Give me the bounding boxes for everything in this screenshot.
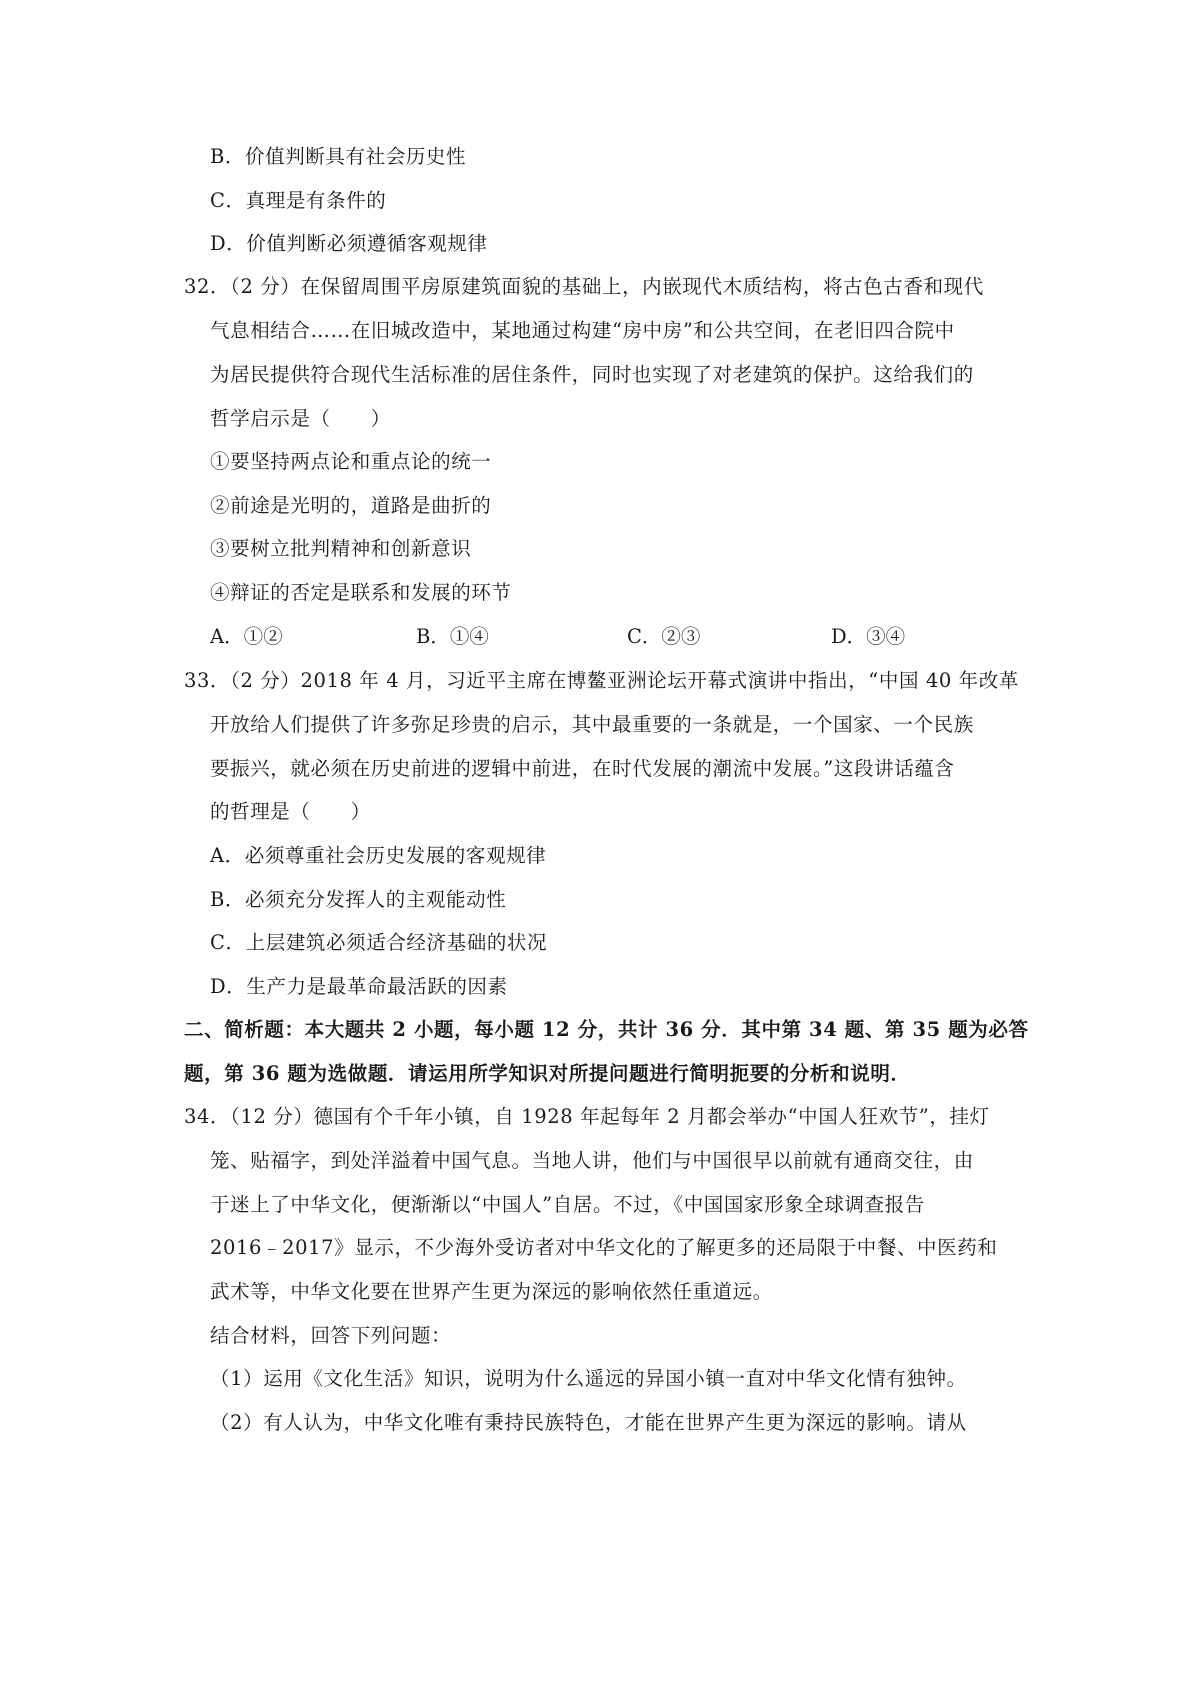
q32-item: ②前途是光明的，道路是曲折的 (210, 494, 492, 517)
q34-stem-line: 34．（12 分）德国有个千年小镇，自 1928 年起每年 2 月都会举办“中国人狂欢节”，挂灯 (184, 1105, 990, 1128)
q34-subquestion-2: （2）有人认为，中华文化唯有秉持民族特色，才能在世界产生更为深远的影响。请从 (210, 1411, 967, 1434)
q33-stem-line: 33．（2 分）2018 年 4 月，习近平主席在博鳌亚洲论坛开幕式演讲中指出，“中国 40 年改革 (184, 669, 1019, 692)
q33-option-a: A．必须尊重社会历史发展的客观规律 (210, 844, 547, 867)
q32-choice-d: D．③④ (831, 625, 906, 648)
q31-option-b: B．价值判断具有社会历史性 (210, 145, 467, 168)
q33-stem-line: 的哲理是（ ） (210, 800, 371, 823)
q32-choice-a: A．①② (210, 625, 283, 648)
q31-option-c: C．真理是有条件的 (210, 189, 387, 212)
q34-subquestion-1: （1）运用《文化生活》知识，说明为什么遥远的异国小镇一直对中华文化情有独钟。 (210, 1367, 967, 1390)
q32-item: ③要树立批判精神和创新意识 (210, 537, 472, 560)
q32-stem-line: 气息相结合……在旧城改造中，某地通过构建“房中房”和公共空间，在老旧四合院中 (210, 319, 955, 342)
q32-item: ④辩证的否定是联系和发展的环节 (210, 581, 512, 604)
q32-stem-line: 32．（2 分）在保留周围平房原建筑面貌的基础上，内嵌现代木质结构，将古色古香和现代 (184, 275, 984, 298)
q33-option-d: D．生产力是最革命最活跃的因素 (210, 975, 508, 998)
q34-stem-line: 于迷上了中华文化，便渐渐以“中国人”自居。不过，《中国国家形象全球调查报告 (210, 1193, 925, 1216)
q32-item: ①要坚持两点论和重点论的统一 (210, 450, 492, 473)
q31-option-d: D．价值判断必须遵循客观规律 (210, 232, 488, 255)
q33-stem-line: 开放给人们提供了许多弥足珍贵的启示，其中最重要的一条就是，一个国家、一个民族 (210, 713, 974, 736)
q34-prompt: 结合材料，回答下列问题： (210, 1324, 452, 1347)
q34-stem-line: 笼、贴福字，到处洋溢着中国气息。当地人讲，他们与中国很早以前就有通商交往，由 (210, 1149, 974, 1172)
q32-choice-c: C．②③ (627, 625, 701, 648)
q34-stem-line: 2016﹣2017》显示，不少海外受访者对中华文化的了解更多的还局限于中餐、中医药和 (210, 1236, 998, 1259)
q34-stem-line: 武术等，中华文化要在世界产生更为深远的影响依然任重道远。 (210, 1280, 773, 1303)
section-heading-line: 二、简析题：本大题共 2 小题，每小题 12 分，共计 36 分．其中第 34 题、第 35 题为必答 (184, 1018, 1029, 1041)
section-heading-line: 题，第 36 题为选做题．请运用所学知识对所提问题进行简明扼要的分析和说明． (184, 1062, 911, 1085)
q32-stem-line: 为居民提供符合现代生活标准的居住条件，同时也实现了对老建筑的保护。这给我们的 (210, 363, 974, 386)
q32-stem-line: 哲学启示是（ ） (210, 407, 391, 430)
q33-option-c: C．上层建筑必须适合经济基础的状况 (210, 931, 548, 954)
q33-option-b: B．必须充分发挥人的主观能动性 (210, 888, 507, 911)
q32-choice-b: B．①④ (416, 625, 489, 648)
q33-stem-line: 要振兴，就必须在历史前进的逻辑中前进，在时代发展的潮流中发展。”这段讲话蕴含 (210, 757, 955, 780)
